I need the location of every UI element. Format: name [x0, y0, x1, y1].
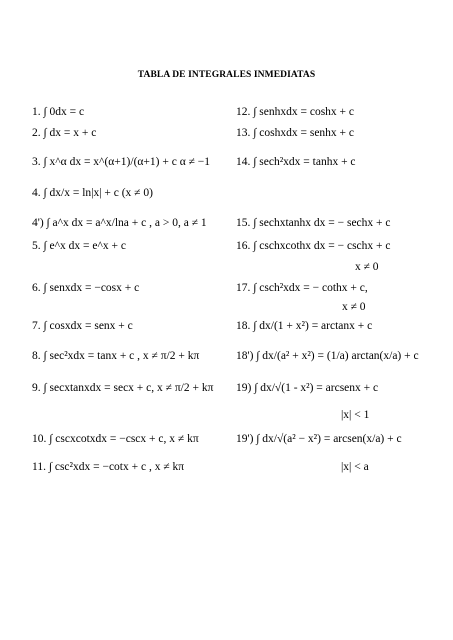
condition-16: x ≠ 0 — [355, 261, 379, 273]
formula-3: 3. ∫ x^α dx = x^(α+1)/(α+1) + c α ≠ −1 — [32, 156, 211, 168]
condition-19-prime: |x| < a — [341, 461, 369, 473]
page-title: TABLA DE INTEGRALES INMEDIATAS — [137, 70, 316, 80]
formula-15: 15. ∫ sechxtanhx dx = − sechx + c — [236, 217, 391, 229]
formula-19: 19) ∫ dx/√(1 - x²) = arcsenx + c — [236, 382, 379, 394]
condition-17: x ≠ 0 — [342, 301, 366, 313]
formula-12: 12. ∫ senhxdx = coshx + c — [236, 106, 355, 118]
formula-18: 18. ∫ dx/(1 + x²) = arctanx + c — [236, 320, 373, 332]
formula-4-prime: 4') ∫ a^x dx = a^x/lna + c , a > 0, a ≠ 1 — [32, 217, 207, 229]
formula-16: 16. ∫ cschxcothx dx = − cschx + c — [236, 240, 391, 252]
formula-17: 17. ∫ csch²xdx = − cothx + c, — [236, 282, 368, 294]
formula-13: 13. ∫ coshxdx = senhx + c — [236, 127, 355, 139]
formula-4: 4. ∫ dx/x = ln|x| + c (x ≠ 0) — [32, 187, 153, 199]
formula-5: 5. ∫ e^x dx = e^x + c — [32, 240, 126, 252]
formula-11: 11. ∫ csc²xdx = −cotx + c , x ≠ kπ — [32, 461, 185, 473]
formula-1: 1. ∫ 0dx = c — [32, 106, 85, 118]
formula-19-prime: 19') ∫ dx/√(a² − x²) = arcsen(x/a) + c — [236, 433, 402, 445]
formula-18-prime: 18') ∫ dx/(a² + x²) = (1/a) arctan(x/a) + c — [236, 350, 419, 362]
formula-9: 9. ∫ secxtanxdx = secx + c, x ≠ π/2 + kπ — [32, 382, 214, 394]
formula-10: 10. ∫ cscxcotxdx = −cscx + c, x ≠ kπ — [32, 433, 199, 445]
formula-14: 14. ∫ sech²xdx = tanhx + c — [236, 156, 356, 168]
condition-19: |x| < 1 — [341, 409, 370, 421]
formula-7: 7. ∫ cosxdx = senx + c — [32, 320, 133, 332]
formula-8: 8. ∫ sec²xdx = tanx + c , x ≠ π/2 + kπ — [32, 350, 200, 362]
formula-6: 6. ∫ senxdx = −cosx + c — [32, 282, 140, 294]
formula-2: 2. ∫ dx = x + c — [32, 127, 97, 139]
